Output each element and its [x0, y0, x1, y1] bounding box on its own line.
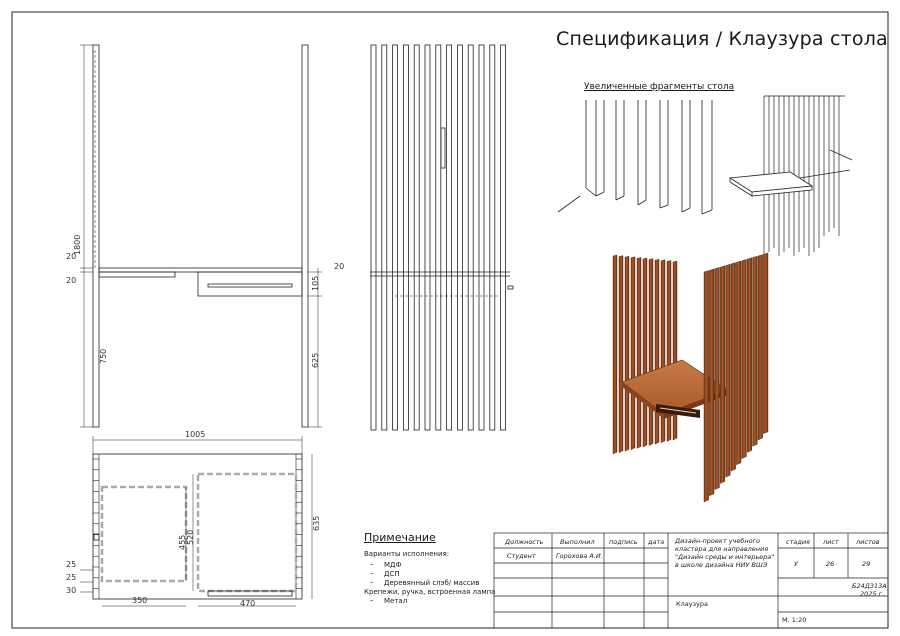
tb-stage: У	[794, 560, 798, 568]
side-slat	[490, 45, 495, 430]
render-front-slat	[736, 261, 741, 465]
dim-455: 455	[178, 534, 187, 550]
render-back-slat	[643, 258, 647, 447]
fragment-left	[558, 100, 712, 214]
dim-350: 350	[132, 596, 148, 605]
notes-dash-4: –	[370, 596, 374, 604]
side-elevation	[371, 45, 506, 430]
render-front-slat	[709, 269, 714, 496]
dim-470: 470	[240, 599, 256, 608]
side-slat	[371, 45, 376, 430]
dim-30: 30	[66, 586, 77, 595]
tb-name: Клаузура	[676, 600, 709, 608]
fragment-edge	[830, 150, 852, 160]
side-slat	[393, 45, 398, 430]
render-back-slat	[631, 257, 635, 450]
notes-variant-3: Деревянный слэб/ массив	[384, 579, 480, 587]
dim-520: 520	[186, 529, 195, 545]
tb-project-line-2: кластера для направления	[675, 545, 769, 553]
render-front-slat	[720, 266, 725, 484]
dim-25-b: 25	[66, 573, 77, 582]
tb-code: Б24ДЗ13А	[852, 582, 887, 590]
front-desktop	[99, 268, 302, 272]
notes-variants-label: Варианты исполнения:	[364, 550, 450, 558]
render-front-slat	[715, 267, 720, 489]
tb-project	[675, 537, 774, 569]
render-back-slat	[649, 259, 653, 446]
dim-width-1005: 1005	[185, 430, 206, 439]
side-elevation-details	[370, 128, 513, 296]
notes-hardware-label: Крепежи, ручка, встроенная лампа	[364, 588, 496, 596]
tb-sheet: 26	[826, 560, 835, 568]
dim-25-a: 25	[66, 560, 77, 569]
render-back-slat	[619, 256, 623, 453]
render-front-slat	[758, 255, 763, 440]
front-right-panel	[302, 45, 308, 427]
front-drawer-handle	[208, 284, 292, 287]
dim-625: 625	[311, 352, 320, 368]
notes-heading: Примечание	[364, 531, 436, 544]
dim-20-c: 20	[334, 262, 345, 271]
plan-left-block	[102, 487, 186, 581]
render-front-slat	[731, 263, 736, 471]
front-elevation	[80, 45, 322, 427]
notes-dash-3: –	[370, 578, 374, 586]
tb-author: Горохова А.И.	[556, 552, 603, 560]
side-slat	[479, 45, 484, 430]
side-slat	[457, 45, 462, 430]
tb-col-performed: Выполнил	[560, 538, 595, 546]
tb-col-date: дата	[648, 538, 665, 546]
side-slat	[425, 45, 430, 430]
tb-sheets: 29	[862, 560, 871, 568]
tb-col-signature: подпись	[609, 538, 638, 546]
plan-lamp	[94, 534, 99, 540]
dim-20-a: 20	[66, 252, 77, 261]
fragment-right-shelf	[730, 170, 850, 196]
render-front-slat	[747, 258, 752, 453]
dim-635: 635	[312, 515, 321, 531]
dim-height-1800: 1800	[73, 234, 82, 255]
side-slat	[468, 45, 473, 430]
tb-col-position: Должность	[505, 538, 544, 546]
front-left-panel	[93, 45, 99, 427]
render-front-slat	[753, 256, 758, 446]
side-slat	[403, 45, 408, 430]
side-slat	[447, 45, 452, 430]
render-front-slat	[704, 271, 709, 502]
tb-sheets-label: листов	[856, 538, 880, 546]
render-back-slat	[613, 255, 617, 454]
render-back-slat	[637, 257, 641, 448]
render-back-panel	[613, 255, 677, 454]
tb-year: 2025 г.	[860, 590, 885, 598]
plan-right-block	[198, 474, 296, 591]
side-slat	[436, 45, 441, 430]
render-3d	[613, 253, 768, 502]
render-back-slat	[625, 256, 629, 451]
tb-project-line-4: в школе дизайна НИУ ВШЭ	[675, 561, 768, 569]
notes-variant-2: ДСП	[384, 570, 400, 578]
tb-scale: М. 1:20	[782, 616, 807, 624]
notes-variant-1: МДФ	[384, 561, 402, 569]
render-front-slat	[726, 264, 731, 477]
tb-project-line-3: "Дизайн среды и интерьера"	[675, 553, 775, 561]
dim-20-b: 20	[66, 276, 77, 285]
dim-750: 750	[99, 348, 108, 364]
plan-view	[80, 436, 312, 606]
dim-105: 105	[311, 275, 320, 291]
front-shelf-left	[99, 272, 175, 277]
notes-hardware-1: Метал	[384, 597, 408, 605]
side-slat	[382, 45, 387, 430]
render-front-slat	[742, 259, 747, 458]
side-slat	[501, 45, 506, 430]
render-front-panel	[704, 253, 768, 502]
tb-role: Студент	[507, 552, 536, 560]
fragments-label: Увеличенные фрагменты стола	[584, 82, 735, 92]
render-front-slat	[763, 253, 768, 434]
notes-dash-1: –	[370, 560, 374, 568]
side-slat	[414, 45, 419, 430]
render-back-slat	[655, 259, 659, 444]
tb-project-line-1: Дизайн-проект учебного	[675, 537, 761, 545]
notes-dash-2: –	[370, 569, 374, 577]
tb-stage-label: стадия	[786, 538, 810, 546]
tb-sheet-label: лист	[823, 538, 839, 546]
sheet-title: Спецификация / Клаузура стола	[556, 28, 888, 50]
